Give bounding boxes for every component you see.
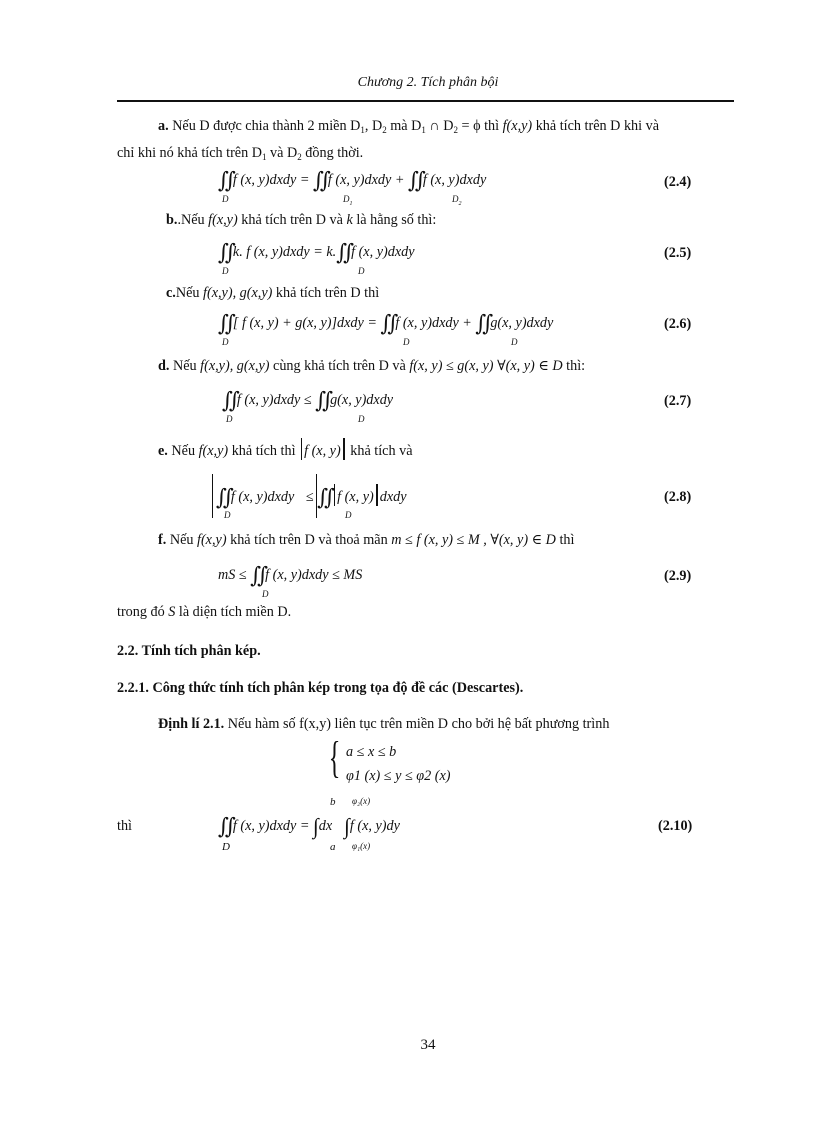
eq28-lhs: f (x, y)dxdy — [230, 489, 295, 505]
eq28-mid: ≤ — [302, 489, 318, 505]
item-a-line2a: chỉ khi nó khả tích trên D — [117, 145, 262, 161]
eq24-mid: f (x, y)dxdy + — [327, 172, 408, 188]
item-a-text2: , D — [364, 118, 383, 134]
item-d-fxy: f(x,y), g(x,y) — [200, 358, 270, 374]
item-a-line2b: và D — [266, 145, 298, 161]
eq25-lhs: k. f (x, y)dxdy = k. — [232, 244, 337, 260]
eq-number-2-10: (2.10) — [658, 818, 693, 834]
item-b-text1: .Nếu — [177, 212, 209, 228]
eq24-lim-d: D — [222, 194, 229, 204]
item-a-cap: ∩ D — [425, 118, 454, 134]
eq24-lhs: f (x, y)dxdy = — [232, 172, 313, 188]
item-f-line — [158, 532, 574, 549]
eq24-lim-d2: $D_2$ — [452, 194, 462, 207]
item-b-fxy: f(x,y) — [208, 212, 238, 228]
eq210-rhs: f (x, y)dy — [349, 818, 400, 834]
item-e-fxy: f(x,y) — [198, 443, 229, 459]
item-a-text4: khả tích trên D khi và — [532, 118, 660, 134]
system-line2: φ1 (x) ≤ y ≤ φ2 (x) — [346, 768, 451, 784]
item-f-text2: khả tích trên D và thoả mãn — [226, 532, 392, 548]
eq210-upper-b: b — [330, 796, 336, 808]
item-e-text1: Nếu — [167, 443, 199, 459]
eq27-rhs: g(x, y)dxdy — [330, 392, 394, 408]
trong-do-s: S — [168, 604, 176, 620]
eq26-lhs: [ f (x, y) + g(x, y)]dxdy = — [232, 315, 381, 331]
eq210-dx: dx — [318, 818, 333, 834]
equation-2-4: ∬f (x, y)dxdy = ∬f (x, y)dxdy + ∬f (x, y)dxdy D $D_1$ $D_2$ — [218, 167, 487, 207]
item-d-text1: Nếu — [169, 358, 201, 374]
equation-2-10: ∬f (x, y)dxdy = ∫dx ∫f (x, y)dy D b a φ₂(x) φ₁(x) — [218, 796, 400, 853]
item-a-fxy: f(x,y) — [502, 118, 533, 134]
equation-2-9: mS ≤ ∬f (x, y)dxdy ≤ MS D — [218, 562, 363, 599]
item-e-label: e. — [158, 443, 168, 459]
item-a-line2: chỉ khi nó khả tích trên $D_1$ và $D_2$ đồng thời. — [117, 145, 364, 162]
item-d-text2: cùng khả tích trên D và — [269, 358, 410, 374]
eq-number-2-7: (2.7) — [664, 393, 692, 409]
item-d-line — [158, 358, 585, 375]
eq210-lim-d: D — [222, 841, 230, 853]
item-d-condition: f(x, y) ≤ g(x, y) ∀(x, y) ∈ D — [409, 358, 563, 374]
section-2-2-1-heading: 2.2.1. Công thức tính tích phân kép trong tọa độ đề các (Descartes). — [117, 680, 524, 696]
item-c-text2: khả tích trên D thì — [272, 285, 380, 301]
equation-2-7: ∬f (x, y)dxdy ≤ ∬g(x, y)dxdy D D — [222, 387, 394, 424]
eq210-upper-phi2: φ₂(x) — [352, 796, 371, 806]
trong-do-line — [117, 604, 291, 621]
theorem-label: Định lí 2.1. — [158, 716, 225, 732]
theorem-2-1 — [158, 716, 609, 733]
trong-do-text1: trong đó — [117, 604, 169, 620]
trong-do-text2: là diện tích miền D. — [175, 604, 292, 620]
eq26-lim-d2: D — [403, 337, 410, 347]
eq28-lim-d2: D — [345, 510, 352, 520]
item-a-phi: = ϕ thì — [457, 118, 503, 134]
eq29-lim-d: D — [262, 589, 269, 599]
eq28-rhs1: f (x, y) — [337, 489, 374, 505]
item-a-text: Nếu D được chia thành 2 miền D — [172, 118, 361, 134]
eq-number-2-6: (2.6) — [664, 316, 692, 332]
equation-2-6: ∬[ f (x, y) + g(x, y)]dxdy = ∬f (x, y)dxdy + ∬g(x, y)dxdy D D D — [218, 310, 554, 347]
eq26-mid: f (x, y)dxdy + — [395, 315, 476, 331]
item-b-label: b. — [166, 212, 178, 228]
item-b-text3: là hằng số thì: — [352, 212, 437, 228]
eq26-lim-d: D — [222, 337, 229, 347]
item-c-fxy: f(x,y), g(x,y) — [203, 285, 273, 301]
system-line1: a ≤ x ≤ b — [346, 744, 397, 760]
eq26-lim-d3: D — [511, 337, 518, 347]
eq210-lower-phi1: φ₁(x) — [352, 841, 371, 851]
eq25-rhs: f (x, y)dxdy — [351, 244, 415, 260]
item-a-line2c: đồng thời. — [301, 145, 364, 161]
item-c-line — [166, 285, 379, 302]
eq25-lim-d: D — [222, 266, 229, 276]
item-f-label: f. — [158, 532, 167, 548]
item-b-k: k — [346, 212, 353, 228]
eq25-lim-d2: D — [358, 266, 365, 276]
item-c-text1: Nếu — [175, 285, 204, 301]
eq27-lim-d2: D — [358, 414, 365, 424]
equation-2-8: ∬f (x, y)dxdy ≤ ∬ f (x, y) dxdy D D — [216, 484, 407, 510]
eq27-lim-d: D — [226, 414, 233, 424]
item-e-text3: khả tích và — [346, 443, 413, 459]
item-f-text1: Nếu — [166, 532, 198, 548]
theorem-text: Nếu hàm số f(x,y) liên tục trên miền D cho bởi hệ bất phương trình — [224, 716, 610, 732]
item-d-label: d. — [158, 358, 170, 374]
item-a-line1: a. Nếu D được chia thành 2 miền $D_1$, $D_2$ mà $D_1$ ∩ $D_2 = \phi$ thì f(x,y) khả tích trên D khi và — [158, 118, 660, 135]
eq28-rhs2: dxdy — [379, 489, 407, 505]
eq28-lim-d: D — [224, 510, 231, 520]
item-a-label: a. — [158, 118, 169, 134]
item-c-label: c. — [166, 285, 176, 301]
eq210-lhs: f (x, y)dxdy = — [232, 818, 313, 834]
item-f-fxy: f(x,y) — [197, 532, 227, 548]
eq210-lower-a: a — [330, 841, 336, 853]
eq-number-2-5: (2.5) — [664, 245, 692, 261]
eq26-rhs: g(x, y)dxdy — [490, 315, 554, 331]
eq29-lhs: mS ≤ — [218, 567, 251, 583]
eq27-lhs: f (x, y)dxdy ≤ — [236, 392, 316, 408]
thi-label: thì — [117, 818, 132, 834]
item-f-condition: m ≤ f (x, y) ≤ M , ∀(x, y) ∈ D — [391, 532, 556, 548]
section-2-2-heading: 2.2. Tính tích phân kép. — [117, 643, 261, 659]
item-b-text2: khả tích trên D và — [237, 212, 347, 228]
item-e-line — [158, 438, 413, 460]
eq29-mid: f (x, y)dxdy ≤ MS — [265, 567, 363, 583]
item-a-text3: mà D — [386, 118, 422, 134]
item-d-text3: thì: — [562, 358, 586, 374]
eq24-lim-d1: $D_1$ — [343, 194, 353, 207]
eq-number-2-9: (2.9) — [664, 568, 692, 584]
eq-number-2-8: (2.8) — [664, 489, 692, 505]
header-rule — [117, 100, 734, 102]
eq24-rhs: f (x, y)dxdy — [422, 172, 487, 188]
page-number: 34 — [420, 1037, 436, 1053]
item-b-line — [166, 212, 436, 229]
item-e-text2: khả tích thì — [228, 443, 300, 459]
eq-number-2-4: (2.4) — [664, 174, 692, 190]
item-e-abs: f (x, y) — [304, 443, 341, 459]
equation-2-5: ∬k. f (x, y)dxdy = k.∬f (x, y)dxdy D D — [218, 239, 415, 276]
chapter-header: Chương 2. Tích phân bội — [357, 75, 499, 90]
item-f-text3: thì — [555, 532, 575, 548]
